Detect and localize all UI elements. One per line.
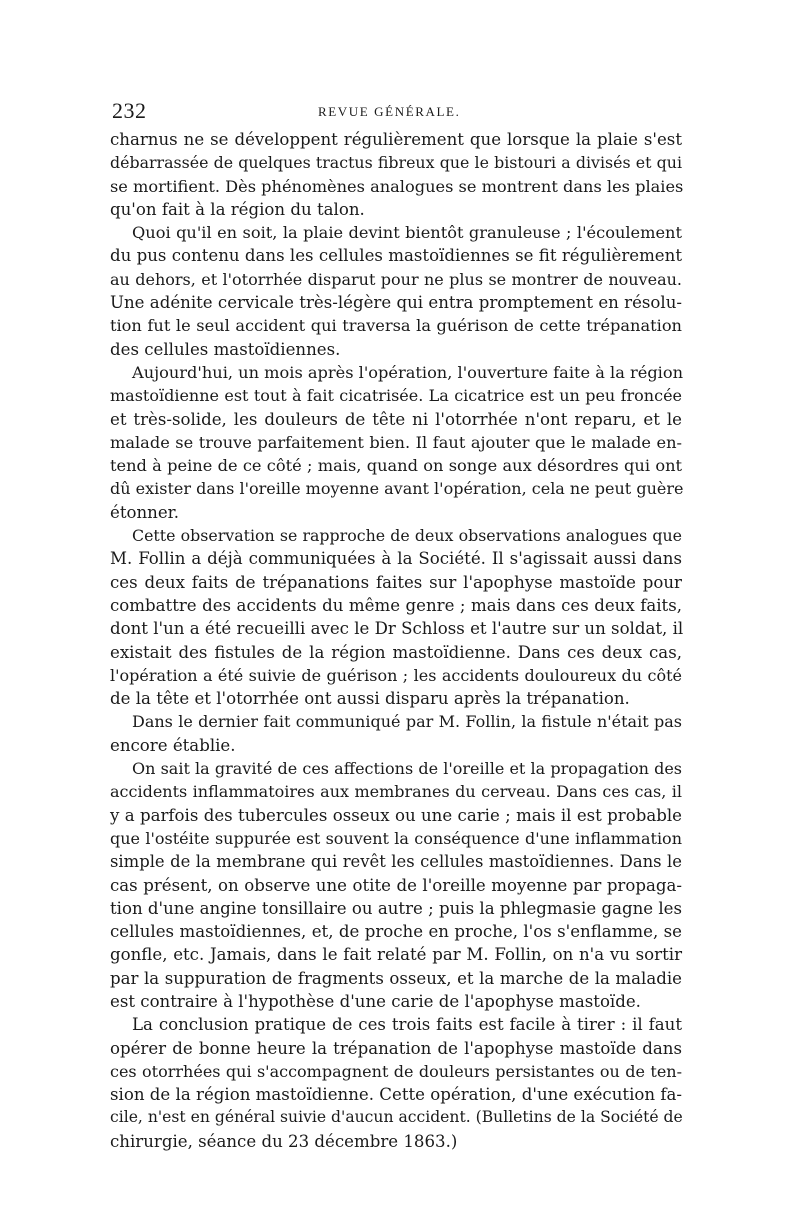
- text-line: malade se trouve parfaitement bien. Il faut ajouter que le malade en-: [110, 432, 682, 452]
- text-line: gonfle, etc. Jamais, dans le fait relaté par M. Follin, on n'a vu sortir: [110, 945, 682, 965]
- text-line: que l'ostéite suppurée est souvent la conséquence d'une inflammation: [110, 828, 682, 848]
- text-line: et très-solide, les douleurs de tête ni l'otorrhée n'ont reparu, et le: [110, 409, 682, 429]
- text-line: cellules mastoïdiennes, et, de proche en proche, l'os s'enflamme, se: [110, 922, 682, 942]
- text-line: dont l'un a été recueilli avec le Dr Schloss et l'autre sur un soldat, il: [110, 619, 684, 639]
- text-line: cas présent, on observe une otite de l'oreille moyenne par propaga-: [110, 875, 682, 895]
- text-line: est contraire à l'hypothèse d'une carie de l'apophyse mastoïde.: [110, 991, 641, 1011]
- text-line: charnus ne se développent régulièrement que lorsque la plaie s'est: [110, 130, 682, 149]
- text-line: débarrassée de quelques tractus fibreux que le bistouri a divisés et qui: [110, 153, 682, 173]
- text-line: mastoïdienne est tout à fait cicatrisée. La cicatrice est un peu froncée: [110, 386, 682, 406]
- text-line: l'opération a été suivie de guérison ; les accidents douloureux du côté: [110, 665, 682, 685]
- text-line: Quoi qu'il en soit, la plaie devint bientôt granuleuse ; l'écoulement: [132, 223, 682, 243]
- text-line: chirurgie, séance du 23 décembre 1863.): [110, 1131, 458, 1151]
- running-head: REVUE GÉNÉRALE.: [318, 104, 461, 119]
- text-line: de la tête et l'otorrhée ont aussi disparu après la trépanation.: [110, 689, 630, 709]
- text-line: ces otorrhées qui s'accompagnent de douleurs persistantes ou de ten-: [110, 1061, 682, 1081]
- text-line: On sait la gravité de ces affections de l'oreille et la propagation des: [132, 759, 682, 779]
- text-line: accidents inflammatoires aux membranes du cerveau. Dans ces cas, il: [110, 782, 682, 802]
- text-line: Une adénite cervicale très-légère qui entra promptement en résolu-: [110, 293, 682, 313]
- text-line: se mortifient. Dès phénomènes analogues se montrent dans les plaies: [110, 176, 684, 196]
- text-line: existait des fistules de la région mastoïdienne. Dans ces deux cas,: [110, 642, 682, 662]
- body-text: [110, 128, 682, 1153]
- text-line: des cellules mastoïdiennes.: [110, 339, 341, 359]
- text-line: simple de la membrane qui revêt les cellules mastoïdiennes. Dans le: [110, 852, 682, 872]
- text-line: M. Follin a déjà communiquées à la Société. Il s'agissait aussi dans: [110, 549, 682, 569]
- text-line: au dehors, et l'otorrhée disparut pour ne plus se montrer de nouveau.: [110, 269, 682, 289]
- text-line: Cette observation se rapproche de deux observations analogues que: [132, 526, 682, 546]
- text-line: La conclusion pratique de ces trois faits est facile à tirer : il faut: [132, 1015, 682, 1035]
- text-line: du pus contenu dans les cellules mastoïdiennes se fit régulièrement: [110, 246, 682, 266]
- text-line: opérer de bonne heure la trépanation de l'apophyse mastoïde dans: [110, 1038, 682, 1058]
- text-line: combattre des accidents du même genre ; mais dans ces deux faits,: [110, 595, 682, 615]
- text-line: tend à peine de ce côté ; mais, quand on songe aux désordres qui ont: [110, 456, 682, 476]
- text-line: par la suppuration de fragments osseux, et la marche de la maladie: [110, 968, 682, 988]
- text-line: dû exister dans l'oreille moyenne avant l'opération, cela ne peut guère: [110, 479, 684, 499]
- page-header: [112, 98, 688, 124]
- text-line: cile, n'est en général suivie d'aucun accident. (Bulletins de la Société de: [110, 1108, 683, 1127]
- text-line: Aujourd'hui, un mois après l'opération, l'ouverture faite à la région: [132, 362, 684, 382]
- text-line: tion fut le seul accident qui traversa la guérison de cette trépanation: [110, 316, 682, 336]
- text-line: sion de la région mastoïdienne. Cette opération, d'une exécution fa-: [110, 1085, 682, 1105]
- text-line: ces deux faits de trépanations faites sur l'apophyse mastoïde pour: [110, 572, 682, 592]
- text-line: étonner.: [110, 502, 180, 522]
- page-number: 232: [112, 98, 147, 123]
- text-line: encore établie.: [110, 735, 236, 755]
- text-line: y a parfois des tubercules osseux ou une carie ; mais il est probable: [110, 805, 682, 825]
- text-line: tion d'une angine tonsillaire ou autre ; puis la phlegmasie gagne les: [110, 898, 683, 918]
- text-line: Dans le dernier fait communiqué par M. Follin, la fistule n'était pas: [132, 712, 682, 732]
- text-line: qu'on fait à la région du talon.: [110, 199, 365, 219]
